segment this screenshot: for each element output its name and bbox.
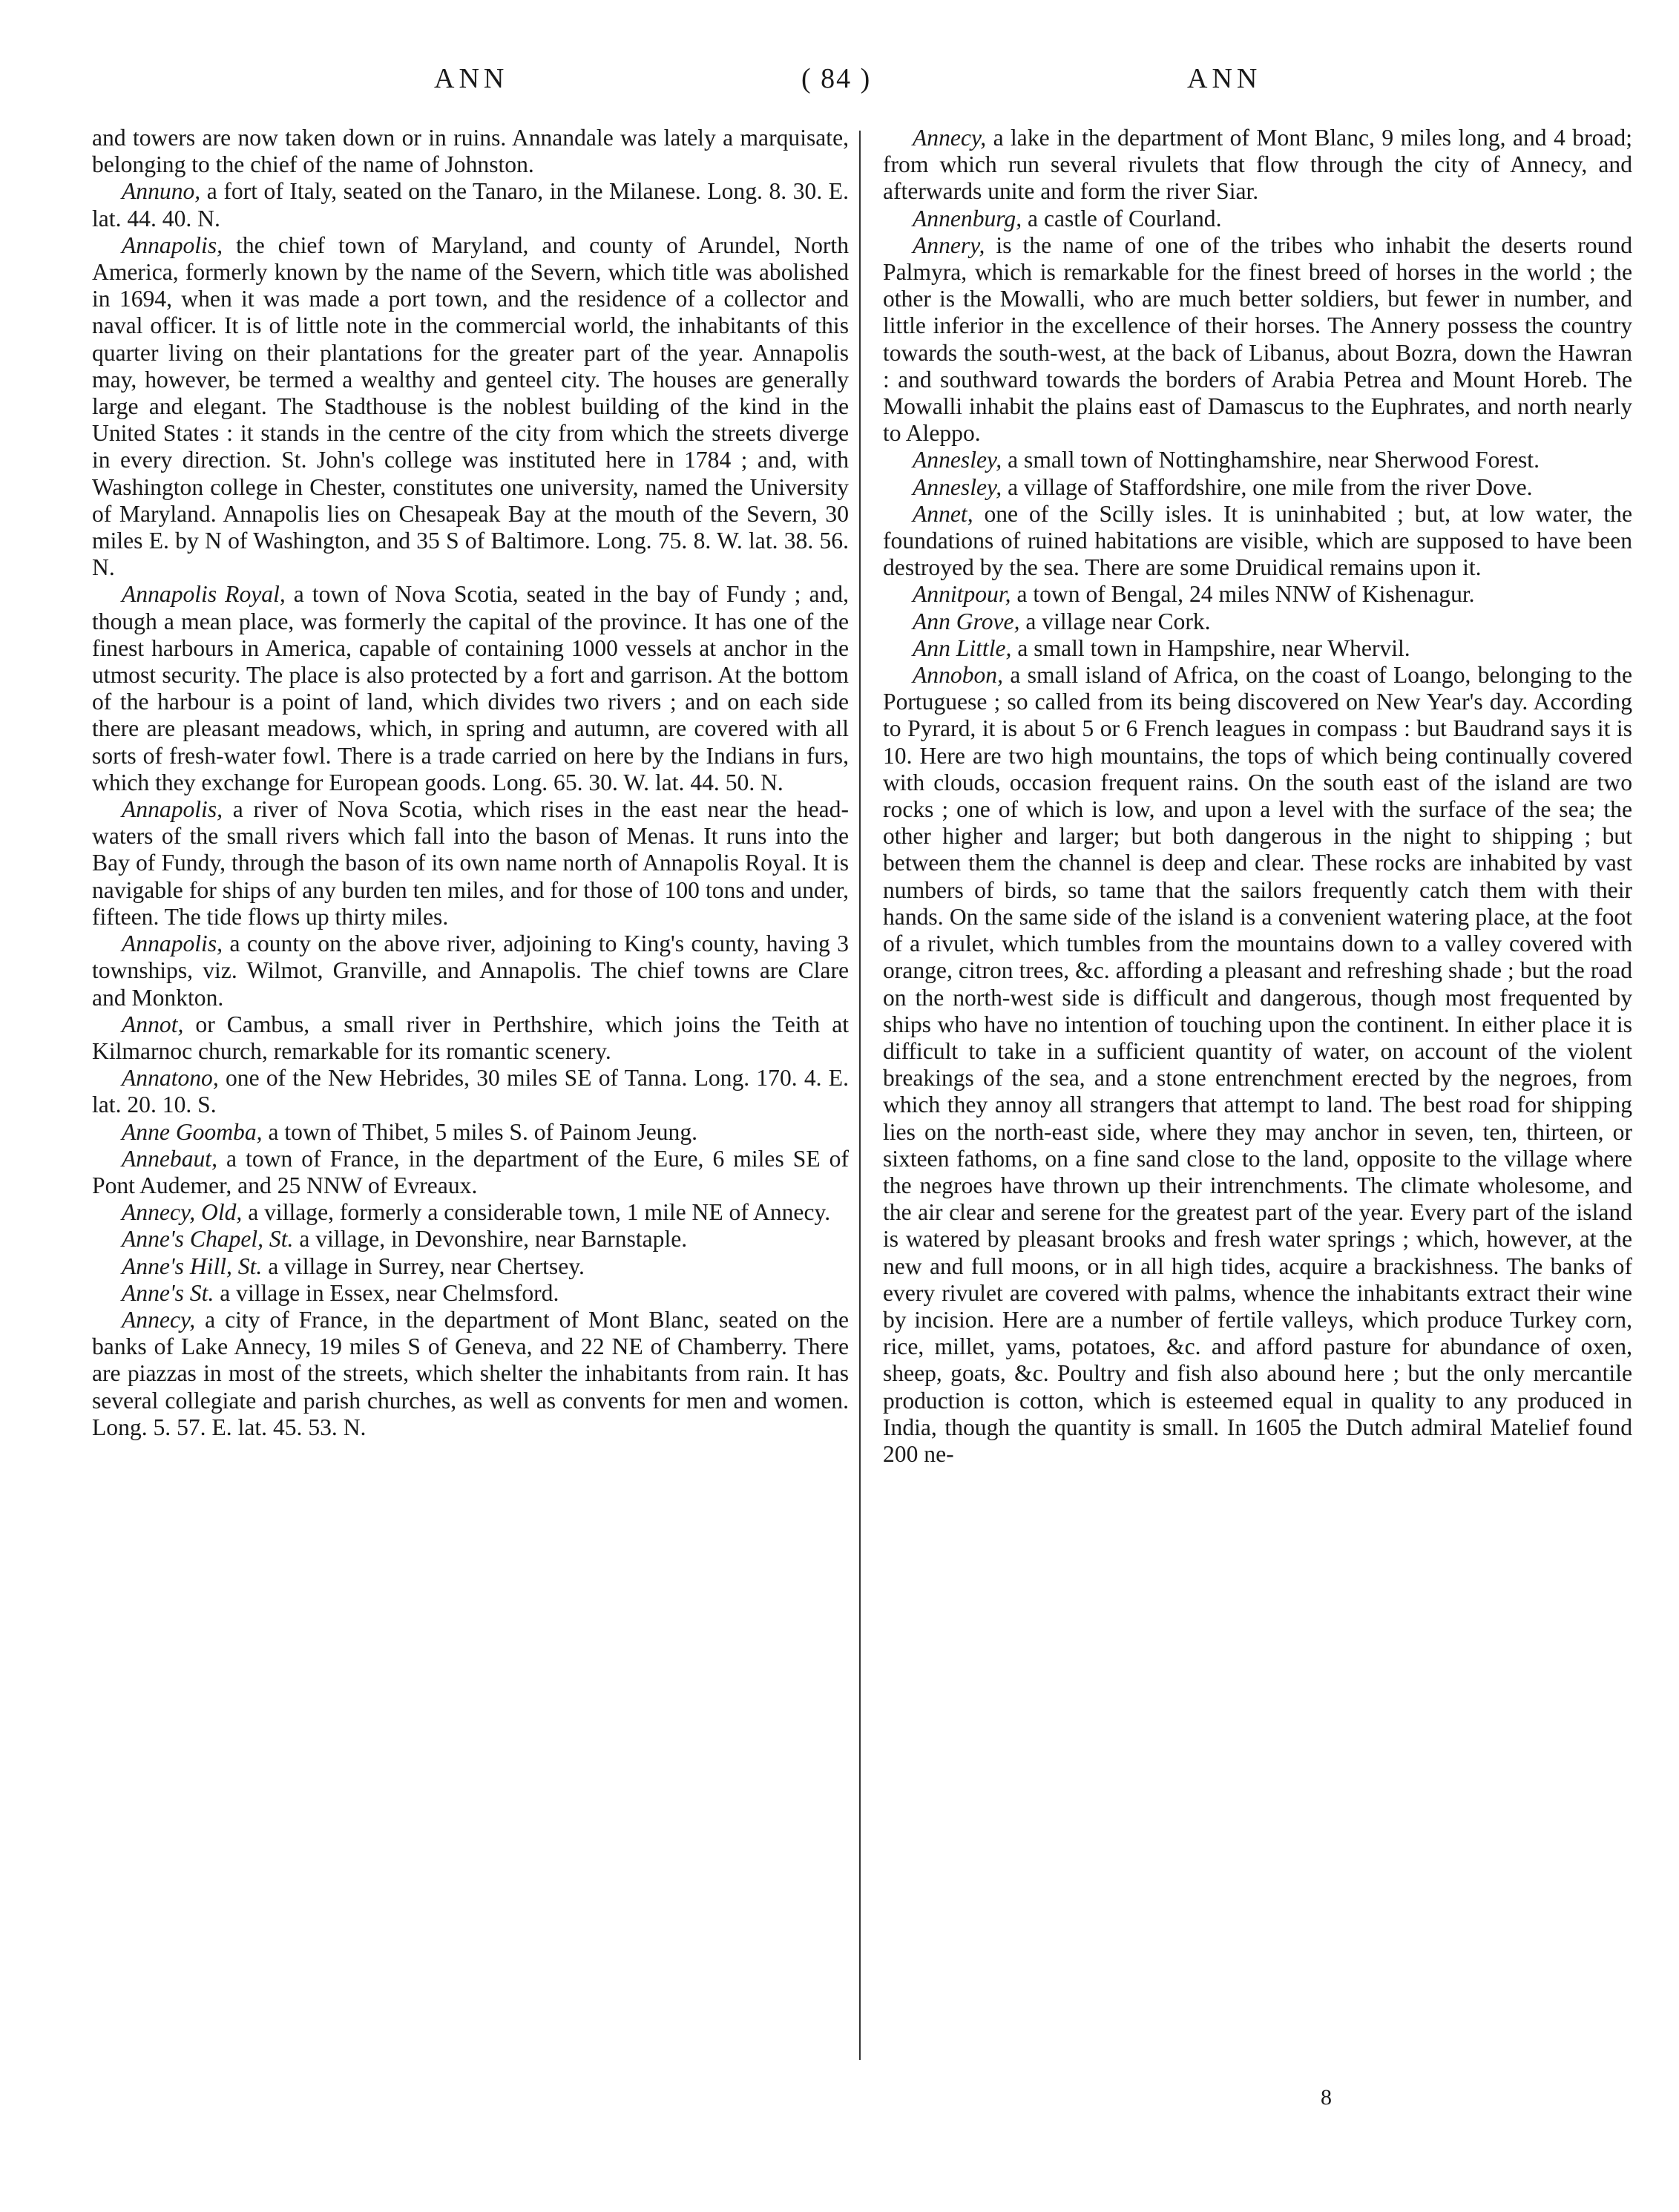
entry-headword: Annot, (122, 1011, 184, 1037)
entry-headword: Annesley, (913, 447, 1002, 473)
entry-headword: Annapolis Royal, (122, 581, 286, 608)
entry-headword: Annecy, (122, 1306, 196, 1333)
entry-text: a small town of Nottinghamshire, near Sherwood Forest. (1008, 447, 1540, 473)
entry-headword: Anne Goomba, (122, 1118, 263, 1145)
entry-headword: Ann Little, (913, 634, 1012, 661)
entry-headword: Annatono, (122, 1065, 219, 1092)
entry-text: a small town in Hampshire, near Whervil. (1017, 634, 1410, 661)
entry-headword: Annobon, (913, 662, 1003, 689)
entry-annapolis-river (92, 796, 849, 931)
entry-text: is the name of one of the tribes who inhabit the deserts round Palmyra, which is remarkable for the finest breed of horses in the world ; the other is the Mowalli, who are much better soldiers, but fewer in number, and little inferior in the excellence of their horses. The Annery possess the country towards the south-west, at the back of Libanus, about Bozra, down the Hawran : and southward towards the borders of Arabia Petrea and Mount Horeb. The Mowalli inhabit the plains east of Damascus to the Euphrates, and north nearly to Aleppo. (883, 232, 1632, 447)
entry-annes-chapel (92, 1226, 849, 1253)
entry-annesley-notts (883, 447, 1632, 473)
column-divider (859, 131, 861, 2060)
entry-headword: Annecy, (913, 125, 987, 151)
entry-text: one of the Scilly isles. It is uninhabited ; but, at low water, the foundations of ruined habitations are visible, which are supposed to have been destroyed by the sea. There are some Druidical remains upon it. (883, 500, 1632, 581)
entry-annet (883, 501, 1632, 582)
entry-headword: Ann Grove, (913, 608, 1020, 634)
page-number: ( 84 ) (801, 63, 872, 94)
header-right-word: ANN (1187, 63, 1262, 94)
entry-text: a lake in the department of Mont Blanc, 9 miles long, and 4 broad; from which run several rivulets that flow through the city of Annecy, and afterwards unite and form the river Siar. (883, 125, 1632, 205)
entry-text: the chief town of Maryland, and county of Arundel, North America, formerly known by the name of the Severn, which title was abolished in 1694, when it was made a port town, and the residence of a collector and naval officer. It is of little note in the commercial world, the inhabitants of this quarter living on their plantations for the greater part of the year. Annapolis may, however, be termed a wealthy and genteel city. The houses are generally large and elegant. The Stadthouse is the noblest building of the kind in the United States : it stands in the centre of the city from which the streets diverge in every direction. St. John's college was instituted here in 1784 ; and, with Washington college in Chester, constitutes one university, named the University of Maryland. Annapolis lies on Chesapeak Bay at the mouth of the Severn, 30 miles E. by N of Washington, and 35 S of Baltimore. Long. 75. 8. W. lat. 38. 56. N. (92, 232, 849, 581)
entry-annenburg (883, 206, 1632, 232)
entry-headword: Annapolis, (122, 931, 223, 957)
entry-text: a small island of Africa, on the coast of Loango, belonging to the Portuguese ; so called from its being discovered on New Year's day. According to Pyrard, it is about 5 or 6 French leagues in compass : but Baudrand says it is 10. Here are two high mountains, the tops of which being continually covered with clouds, occasion frequent rains. On the south east of the island are two rocks ; one of which is low, and upon a level with the surface of the sea; the other higher and larger; but both dangerous in the night to shipping ; but between them the channel is deep and clear. These rocks are inhabited by vast numbers of birds, so tame that the sailors frequently catch them with their hands. On the same side of the island is a convenient watering place, at the foot of a rivulet, which tumbles from the mountains down to a valley covered with orange, citron trees, &c. affording a pleasant and refreshing shade ; but the road on the north-west side is difficult and dangerous, though most frequented by ships who have no intention of touching upon the continent. In either place it is difficult to take in a sufficient quantity of water, on account of the violent breakings of the sea, and a stone entrenchment erected by the negroes, from which they annoy all strangers that attempt to land. The best road for shipping lies on the north-east side, where they may anchor in seven, ten, thirteen, or sixteen fathoms, on a fine sand close to the land, opposite to the village where the negroes have thrown up their intrenchments. The climate wholesome, and the air clear and serene for the greatest part of the year. Every part of the island is watered by pleasant brooks and fresh water springs ; which, however, at the new and full moons, or in all high tides, acquire a brackishness. The banks of every rivulet are covered with palms, whence the inhabitants extract their wine by incision. Here are a number of fertile valleys, which produce Turkey corn, rice, millet, yams, potatoes, &c. and afford pasture for abundance of oxen, sheep, goats, &c. Poultry and fish also abound here ; but the only mercantile production is cotton, which is esteemed equal in quality to any produced in India, though the quantity is small. In 1605 the Dutch admiral Matelief found 200 ne- (883, 662, 1632, 1467)
entry-headword: Anne's Hill, St. (122, 1253, 263, 1279)
entry-headword: Annenburg, (913, 205, 1022, 232)
left-column (92, 125, 849, 1441)
entry-text: a village, formerly a considerable town, 1 mile NE of Annecy. (248, 1199, 831, 1226)
entry-text: a county on the above river, adjoining to King's county, having 3 townships, viz. Wilmot, Granville, and Annapolis. The chief towns are Clare and Monkton. (92, 931, 849, 1011)
entry-text: a town of Thibet, 5 miles S. of Painom Jeung. (268, 1118, 698, 1145)
entry-annecy-lake (883, 125, 1632, 206)
entry-text: a village in Surrey, near Chertsey. (268, 1253, 585, 1279)
entry-text: and towers are now taken down or in ruins. Annandale was lately a marquisate, belonging to the chief of the name of Johnston. (92, 125, 849, 178)
entry-anne-goomba (92, 1119, 849, 1146)
entry-headword: Anne's St. (122, 1279, 214, 1306)
entry-annot (92, 1011, 849, 1065)
entry-headword: Annecy, Old, (122, 1199, 243, 1226)
entry-headword: Annapolis, (122, 796, 223, 823)
entry-annatono (92, 1065, 849, 1118)
entry-annecy-city (92, 1307, 849, 1441)
entry-text: or Cambus, a small river in Perthshire, which joins the Teith at Kilmarnoc church, remarkable for its romantic scenery. (92, 1011, 850, 1064)
entry-annuno (92, 178, 849, 232)
entry-text: a castle of Courland. (1028, 205, 1222, 232)
entry-headword: Annery, (913, 232, 985, 258)
entry-text: a town of France, in the department of the Eure, 6 miles SE of Pont Audemer, and 25 NNW of Evreaux. (92, 1145, 850, 1198)
entry-text: a village of Staffordshire, one mile from the river Dove. (1008, 473, 1533, 500)
entry-text: a river of Nova Scotia, which rises in the east near the head-waters of the small rivers which fall into the bason of Menas. It runs into the Bay of Fundy, through the bason of its own name north of Annapolis Royal. It is navigable for ships of any burden ten miles, and for those of 100 tons and under, fifteen. The tide flows up thirty miles. (92, 796, 849, 930)
entry-annebaut (92, 1146, 849, 1199)
entry-text: a village in Essex, near Chelmsford. (220, 1279, 559, 1306)
entry-text: a village near Cork. (1025, 608, 1211, 634)
entry-text: one of the New Hebrides, 30 miles SE of Tanna. Long. 170. 4. E. lat. 20. 10. S. (92, 1065, 849, 1118)
entry-annesley-staffs (883, 474, 1632, 501)
entry-annapolis-md (92, 232, 849, 582)
entry-headword: Anne's Chapel, St. (122, 1226, 294, 1253)
entry-headword: Annet, (913, 500, 973, 527)
entry-annapolis-royal (92, 581, 849, 796)
signature-mark: 8 (1321, 2085, 1332, 2110)
entry-annobon (883, 662, 1632, 1468)
entry-text: a town of Bengal, 24 miles NNW of Kishenagur. (1016, 581, 1475, 608)
entry-annecy-old (92, 1199, 849, 1226)
entry-headword: Annebaut, (122, 1145, 217, 1172)
entry-headword: Annapolis, (122, 232, 223, 258)
entry-ann-little (883, 635, 1632, 662)
entry-ann-grove (883, 608, 1632, 635)
entry-annapolis-county (92, 931, 849, 1011)
entry-annes-st (92, 1280, 849, 1307)
header-left-word: ANN (434, 63, 509, 94)
running-header (0, 62, 1679, 107)
entry-text: a fort of Italy, seated on the Tanaro, in the Milanese. Long. 8. 30. E. lat. 44. 40. N. (92, 178, 849, 232)
entry-headword: Annuno, (122, 178, 201, 205)
entry-annery (883, 232, 1632, 447)
entry-cont (92, 125, 849, 178)
entry-headword: Annesley, (913, 473, 1002, 500)
entry-text: a city of France, in the department of Mont Blanc, seated on the banks of Lake Annecy, 19 miles S of Geneva, and 22 NE of Chamberry. There are piazzas in most of the streets, which shelter the inhabitants from rain. It has several collegiate and parish churches, as well as convents for men and women. Long. 5. 57. E. lat. 45. 53. N. (92, 1306, 849, 1440)
entry-annes-hill (92, 1253, 849, 1280)
right-column (883, 125, 1632, 1468)
entry-text: a town of Nova Scotia, seated in the bay of Fundy ; and, though a mean place, was formerly the capital of the province. It has one of the finest harbours in America, capable of containing 1000 vessels at anchor in the utmost security. The place is also protected by a fort and garrison. At the bottom of the harbour is a point of land, which divides two rivers ; and on each side there are pleasant meadows, which, in spring and autumn, are covered with all sorts of fresh-water fowl. There is a trade carried on here by the Indians in furs, which they exchange for European goods. Long. 65. 30. W. lat. 44. 50. N. (92, 581, 849, 795)
entry-headword: Annitpour, (913, 581, 1011, 608)
entry-annitpour (883, 581, 1632, 608)
entry-text: a village, in Devonshire, near Barnstaple. (299, 1226, 688, 1253)
